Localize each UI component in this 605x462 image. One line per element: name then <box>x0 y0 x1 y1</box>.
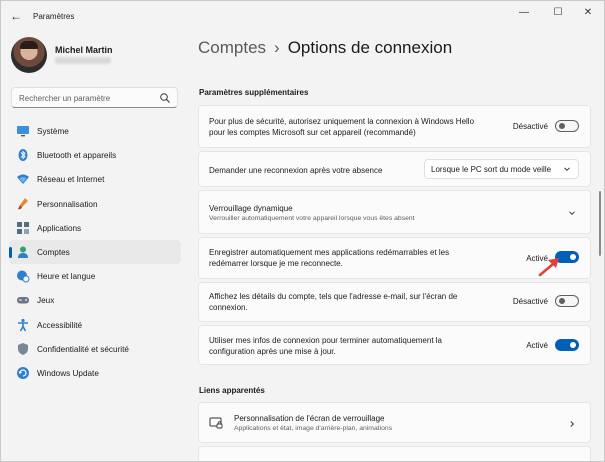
sidebar-item-privacy[interactable] <box>9 337 181 361</box>
app-title: Paramètres <box>33 12 75 21</box>
dropdown-value: Lorsque le PC sort du mode veille <box>431 165 552 174</box>
sidebar-item-gaming[interactable] <box>9 288 181 312</box>
monitor-icon <box>16 124 30 138</box>
account-details-toggle[interactable] <box>555 295 579 307</box>
bluetooth-icon <box>16 148 30 162</box>
sidebar-item-label: Bluetooth et appareils <box>37 151 117 161</box>
sidebar-item-bluetooth[interactable] <box>9 143 181 167</box>
page-title: Options de connexion <box>287 38 453 57</box>
update-icon <box>16 366 30 380</box>
sidebar-item-accounts[interactable] <box>9 240 181 264</box>
setting-description: Enregistrer automatiquement mes applications redémarrables et les redémarrer lorsque je me reconnecte. <box>209 248 450 268</box>
sidebar-item-label: Applications <box>37 223 82 233</box>
wifi-icon <box>16 172 30 186</box>
scrollbar-thumb[interactable] <box>599 191 601 256</box>
link-subtitle: Applications et état, image d'arrière-plan, animations <box>234 425 393 432</box>
apps-icon <box>16 221 30 235</box>
sidebar-item-label: Système <box>37 127 69 136</box>
section-title-additional: Paramètres supplémentaires <box>199 88 309 97</box>
sidebar-item-label: Comptes <box>37 247 70 257</box>
lock-screen-icon <box>209 416 223 430</box>
user-name: Michel Martin <box>55 45 113 55</box>
setting-description: Pour plus de sécurité, autorisez uniquement la connexion à Windows Hello pour les comptes Microsoft sur cet appareil (recommandé) <box>209 117 475 137</box>
section-title-related: Liens apparentés <box>199 386 265 395</box>
setting-account-details <box>198 282 591 322</box>
setting-title: Verrouillage dynamique <box>209 204 293 213</box>
toggle-state-label: Désactivé <box>512 297 548 306</box>
sidebar-item-label: Réseau et Internet <box>37 175 105 185</box>
sidebar-item-personalization[interactable] <box>9 192 181 216</box>
setting-description: Utiliser mes infos de connexion pour terminer automatiquement la configuration après une mise à jour. <box>209 336 443 356</box>
require-signin-dropdown[interactable] <box>424 159 579 179</box>
breadcrumb-parent[interactable]: Comptes <box>198 38 267 57</box>
search-icon[interactable] <box>159 92 171 104</box>
back-arrow-icon[interactable]: ← <box>10 9 22 23</box>
annotation-arrow-icon <box>537 255 563 277</box>
minimize-button[interactable]: — <box>519 7 529 18</box>
setting-signin-info <box>198 325 591 365</box>
sidebar-item-label: Personnalisation <box>37 199 98 209</box>
maximize-button[interactable]: ☐ <box>553 7 563 18</box>
toggle-state-label: Activé <box>526 254 548 263</box>
sidebar-item-system[interactable] <box>9 119 181 143</box>
setting-subtitle: Verrouiller automatiquement votre appareil lorsque vous êtes absent <box>209 215 415 222</box>
sidebar-item-time-language[interactable] <box>9 264 181 288</box>
setting-hello-only <box>198 105 591 148</box>
person-icon <box>16 245 30 259</box>
avatar[interactable] <box>11 37 47 73</box>
link-text-block <box>234 413 392 434</box>
sidebar-item-network[interactable] <box>9 167 181 191</box>
breadcrumb-separator: › <box>274 38 280 57</box>
sidebar-item-label: Windows Update <box>37 368 99 378</box>
setting-require-signin <box>198 151 591 187</box>
brush-icon <box>16 197 30 211</box>
setting-restart-apps <box>198 237 591 279</box>
setting-text-block <box>209 203 415 224</box>
chevron-down-icon[interactable] <box>567 208 577 218</box>
close-button[interactable]: ✕ <box>583 7 593 18</box>
user-email-redacted <box>55 57 111 64</box>
setting-description: Affichez les détails du compte, tels que l'adresse e-mail, sur l'écran de connexion. <box>209 292 458 312</box>
chevron-down-icon <box>562 164 572 174</box>
sidebar-item-windows-update[interactable] <box>9 361 181 385</box>
sidebar-item-apps[interactable] <box>9 216 181 240</box>
shield-icon <box>16 342 30 356</box>
setting-description: Demander une reconnexion après votre absence <box>209 166 383 175</box>
accessibility-icon <box>16 318 30 332</box>
sidebar-item-accessibility[interactable] <box>9 313 181 337</box>
chevron-right-icon <box>567 419 577 429</box>
link-lock-screen[interactable] <box>198 402 591 443</box>
breadcrumb <box>198 38 452 58</box>
search-input[interactable]: Rechercher un paramètre <box>19 94 111 103</box>
sidebar-item-label: Jeux <box>37 296 55 306</box>
sidebar-item-label: Heure et langue <box>37 272 96 282</box>
title-bar <box>1 1 604 31</box>
setting-dynamic-lock[interactable] <box>198 190 591 234</box>
gamepad-icon <box>16 293 30 307</box>
toggle-state-label: Activé <box>526 341 548 350</box>
sidebar-item-label: Confidentialité et sécurité <box>37 344 129 354</box>
globe-clock-icon <box>16 269 30 283</box>
hello-only-toggle[interactable] <box>555 120 579 132</box>
link-title: Personnalisation de l'écran de verrouillage <box>234 414 385 423</box>
sidebar-nav <box>9 119 181 385</box>
signin-info-toggle[interactable] <box>555 339 579 351</box>
sidebar-item-label: Accessibilité <box>37 320 83 330</box>
link-next-partial[interactable] <box>198 446 591 462</box>
toggle-state-label: Désactivé <box>512 122 548 131</box>
search-box[interactable] <box>11 87 178 108</box>
